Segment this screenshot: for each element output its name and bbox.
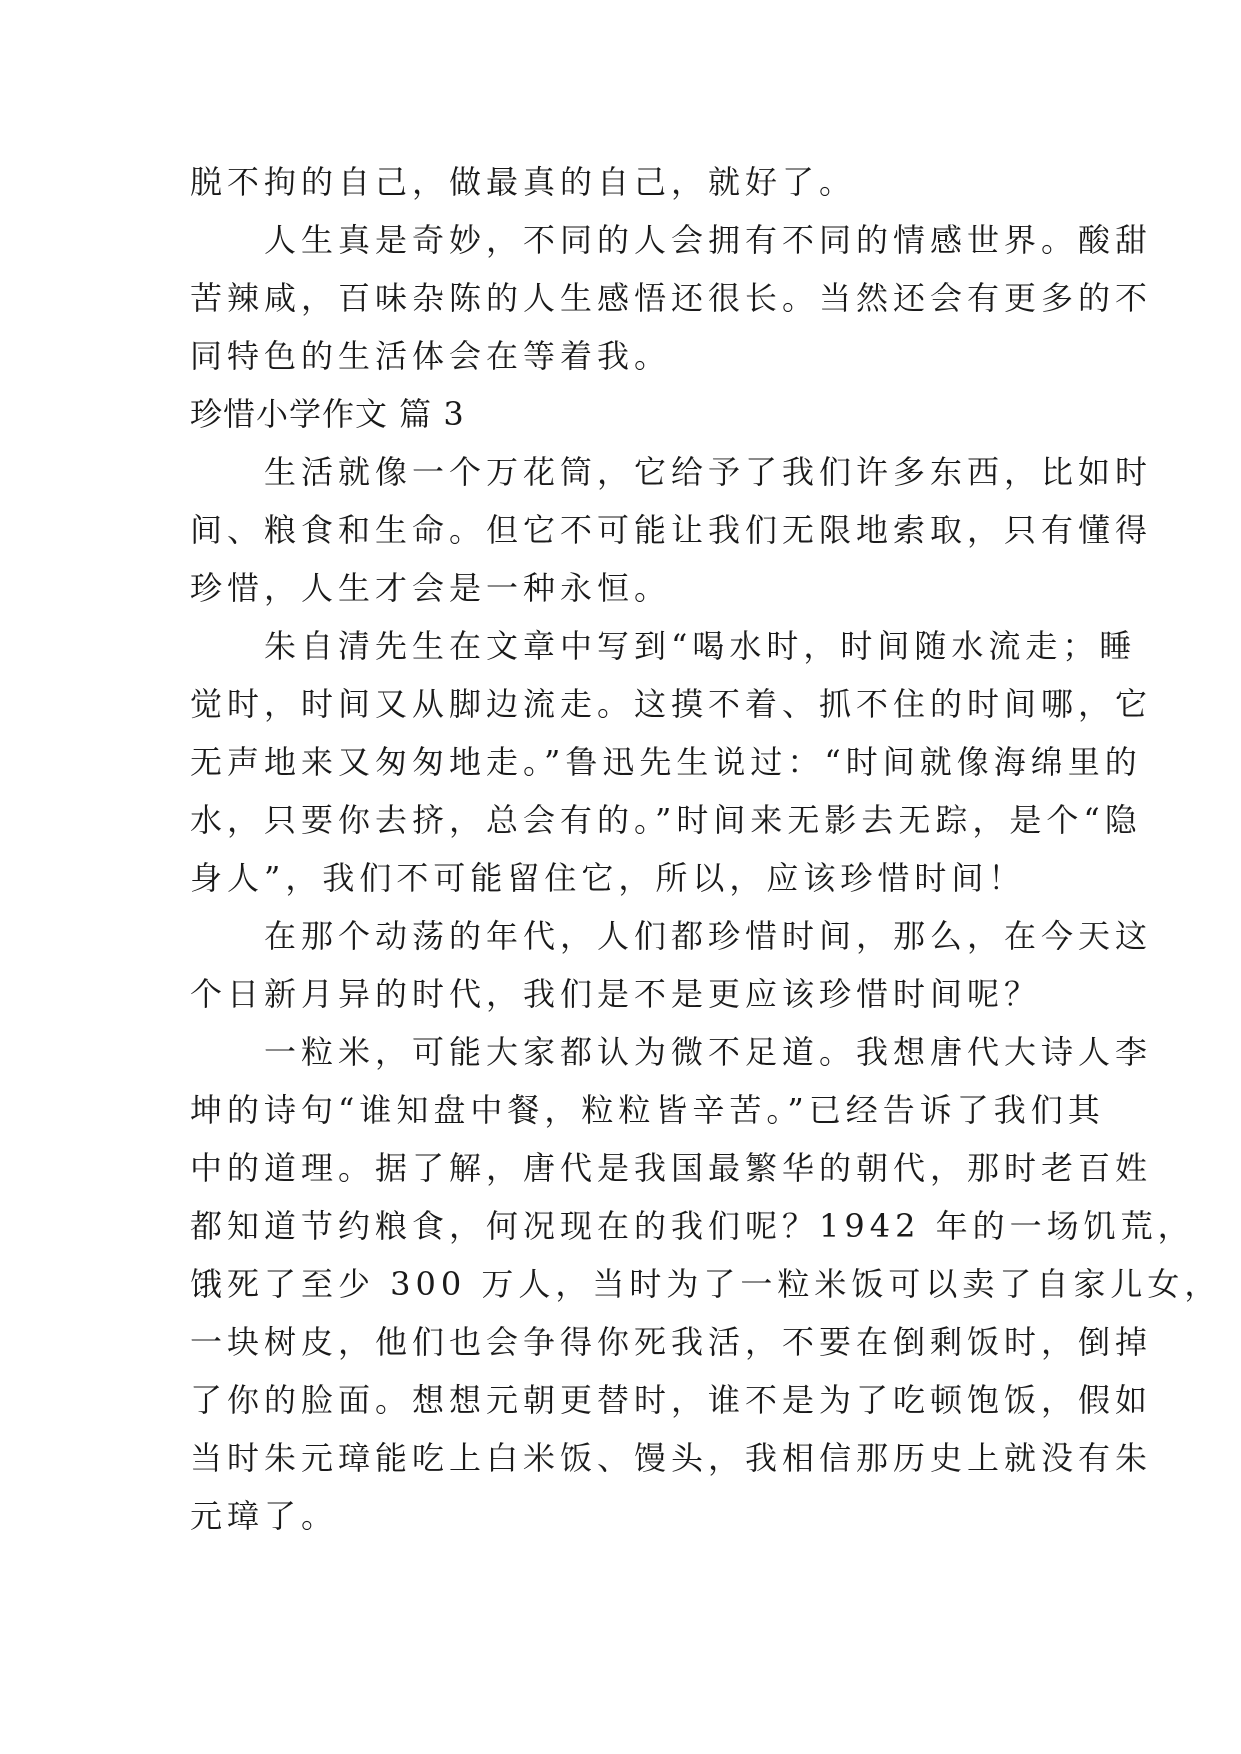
text-line: 坤的诗句“谁知盘中餐，粒粒皆辛苦。”已经告诉了我们其	[190, 1091, 1105, 1129]
text-line: 苦辣咸，百味杂陈的人生感悟还很长。当然还会有更多的不	[190, 279, 1153, 317]
text-line: 元璋了。	[190, 1497, 339, 1535]
text-line: 身人”，我们不可能留住它，所以，应该珍惜时间！	[190, 859, 1026, 897]
paragraph-line: 朱自清先生在文章中写到“喝水时，时间随水流走；睡	[190, 627, 1137, 665]
text-line: 中的道理。据了解，唐代是我国最繁华的朝代，那时老百姓	[190, 1149, 1153, 1187]
text-line: 了你的脸面。想想元朝更替时，谁不是为了吃顿饱饭，假如	[190, 1381, 1153, 1419]
text-line: 水，只要你去挤，总会有的。”时间来无影去无踪，是个“隐	[190, 801, 1142, 839]
text-line: 都知道节约粮食，何况现在的我们呢？1942 年的一场饥荒，	[190, 1207, 1195, 1245]
text-line: 脱不拘的自己，做最真的自己，就好了。	[190, 163, 857, 201]
text-line: 珍惜，人生才会是一种永恒。	[190, 569, 672, 607]
text-line: 个日新月异的时代，我们是不是更应该珍惜时间呢？	[190, 975, 1042, 1013]
text-line: 无声地来又匆匆地走。”鲁迅先生说过：“时间就像海绵里的	[190, 743, 1142, 781]
paragraph-line: 生活就像一个万花筒，它给予了我们许多东西，比如时	[190, 453, 1153, 491]
paragraph-line: 一粒米，可能大家都认为微不足道。我想唐代大诗人李	[190, 1033, 1153, 1071]
text-line: 同特色的生活体会在等着我。	[190, 337, 672, 375]
paragraph-line: 人生真是奇妙，不同的人会拥有不同的情感世界。酸甜	[190, 221, 1153, 259]
text-line: 间、粮食和生命。但它不可能让我们无限地索取，只有懂得	[190, 511, 1153, 549]
text-line: 当时朱元璋能吃上白米饭、馒头，我相信那历史上就没有朱	[190, 1439, 1153, 1477]
text-line: 饿死了至少 300 万人，当时为了一粒米饭可以卖了自家儿女，	[190, 1265, 1222, 1303]
text-line: 觉时，时间又从脚边流走。这摸不着、抓不住的时间哪，它	[190, 685, 1153, 723]
paragraph-line: 在那个动荡的年代，人们都珍惜时间，那么，在今天这	[190, 917, 1153, 955]
section-heading: 珍惜小学作文 篇 3	[190, 395, 465, 433]
document-body	[190, 153, 1222, 1545]
text-line: 一块树皮，他们也会争得你死我活，不要在倒剩饭时，倒掉	[190, 1323, 1153, 1361]
